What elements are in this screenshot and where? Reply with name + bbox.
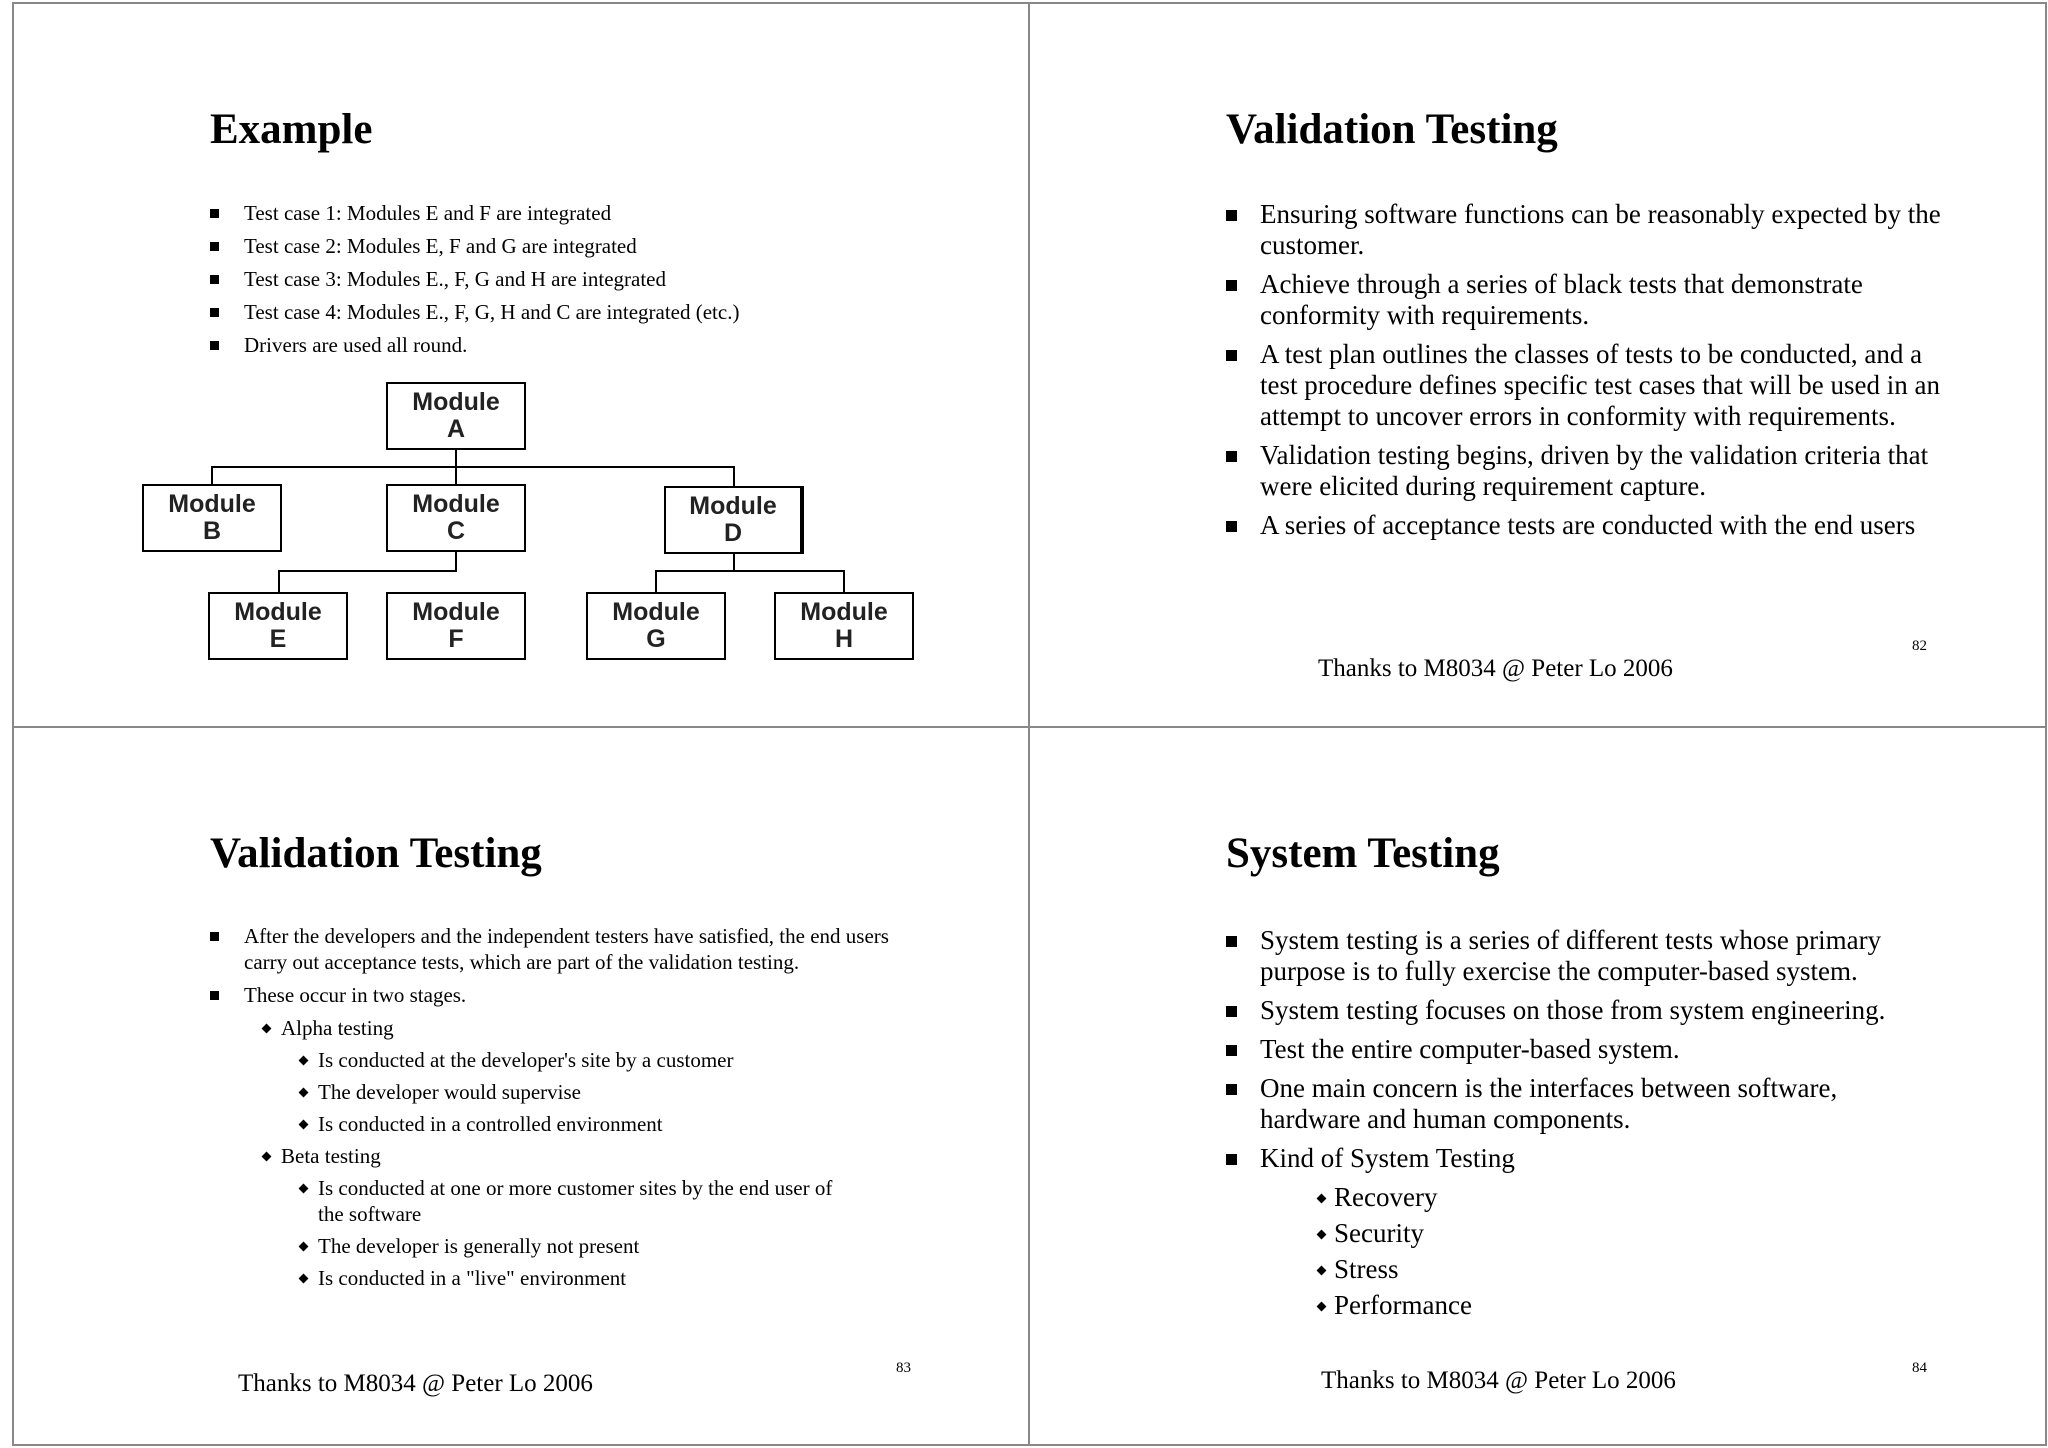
sub-sub-bullet-item: Is conducted in a controlled environment <box>210 1111 930 1137</box>
module-h-box: Module H <box>774 592 914 660</box>
sub-bullet-item: Stress <box>1226 1254 1936 1285</box>
connector-line <box>211 466 735 468</box>
slide-title: Validation Testing <box>210 830 542 877</box>
bullet-item: Drivers are used all round. <box>210 332 950 358</box>
slide-footer: Thanks to M8034 @ Peter Lo 2006 <box>1321 1367 1676 1394</box>
bullet-item: Validation testing begins, driven by the validation criteria that were elicited during requirement capture. <box>1226 440 1946 502</box>
module-b-box: Module B <box>142 484 282 552</box>
slide-title: Validation Testing <box>1226 106 1558 153</box>
bullet-item: After the developers and the independent testers have satisfied, the end users carry out acceptance tests, which are part of the validation testing. <box>210 923 930 975</box>
sub-sub-bullet-item: Is conducted at the developer's site by a customer <box>210 1047 930 1073</box>
page-number: 82 <box>1912 638 1927 654</box>
sub-sub-bullet-item: Is conducted at one or more customer sites by the end user of the software <box>210 1175 858 1227</box>
sub-sub-bullet-item: The developer would supervise <box>210 1079 930 1105</box>
sub-bullet-item: Recovery <box>1226 1182 1936 1213</box>
bullet-item: Test case 2: Modules E, F and G are integrated <box>210 233 950 259</box>
bullet-list <box>1226 925 1936 1326</box>
connector-line <box>278 570 457 572</box>
bullet-item: These occur in two stages. <box>210 982 930 1008</box>
module-g-box: Module G <box>586 592 726 660</box>
connector-line <box>733 552 735 572</box>
bullet-item: Ensuring software functions can be reasonably expected by the customer. <box>1226 199 1946 261</box>
module-d-box: Module D <box>664 486 804 554</box>
bullet-item: Kind of System Testing <box>1226 1143 1936 1174</box>
bullet-list <box>210 923 930 1297</box>
bullet-item: Test case 4: Modules E., F, G, H and C are integrated (etc.) <box>210 299 950 325</box>
sub-bullet-item: Beta testing <box>210 1143 930 1169</box>
bullet-item: Test case 3: Modules E., F, G and H are integrated <box>210 266 950 292</box>
connector-line <box>455 466 457 486</box>
bullet-item: One main concern is the interfaces between software, hardware and human components. <box>1226 1073 1936 1135</box>
connector-line <box>655 570 845 572</box>
connector-line <box>278 570 280 594</box>
bullet-list <box>1226 199 1946 549</box>
sub-bullet-item: Performance <box>1226 1290 1936 1321</box>
connector-line <box>843 570 845 594</box>
connector-line <box>733 466 735 486</box>
sub-bullet-item: Alpha testing <box>210 1015 930 1041</box>
connector-line <box>655 570 657 594</box>
bullet-list <box>210 200 950 365</box>
bullet-item: A series of acceptance tests are conducted with the end users <box>1226 510 1946 541</box>
slide-title: Example <box>210 106 373 153</box>
sub-sub-bullet-item: Is conducted in a "live" environment <box>210 1265 930 1291</box>
connector-line <box>455 552 457 572</box>
slide-title: System Testing <box>1226 830 1500 877</box>
vertical-divider <box>1028 2 1030 1446</box>
sub-bullet-item: Security <box>1226 1218 1936 1249</box>
sub-sub-bullet-item: The developer is generally not present <box>210 1233 930 1259</box>
module-a-box: Module A <box>386 382 526 450</box>
slide-footer: Thanks to M8034 @ Peter Lo 2006 <box>238 1370 593 1397</box>
connector-line <box>211 466 213 486</box>
bullet-item: Test case 1: Modules E and F are integrated <box>210 200 950 226</box>
bullet-item: Achieve through a series of black tests that demonstrate conformity with requirements. <box>1226 269 1946 331</box>
bullet-item: A test plan outlines the classes of tests to be conducted, and a test procedure defines specific test cases that will be used in an attempt to uncover errors in conformity with requirements. <box>1226 339 1946 432</box>
horizontal-divider <box>12 726 2047 728</box>
bullet-item: System testing is a series of different tests whose primary purpose is to fully exercise the computer-based system. <box>1226 925 1936 987</box>
page-number: 84 <box>1912 1360 1927 1376</box>
page-number: 83 <box>896 1360 911 1376</box>
module-f-box: Module F <box>386 592 526 660</box>
bullet-item: Test the entire computer-based system. <box>1226 1034 1936 1065</box>
slide-footer: Thanks to M8034 @ Peter Lo 2006 <box>1318 655 1673 682</box>
module-c-box: Module C <box>386 484 526 552</box>
module-e-box: Module E <box>208 592 348 660</box>
bullet-item: System testing focuses on those from system engineering. <box>1226 995 1936 1026</box>
